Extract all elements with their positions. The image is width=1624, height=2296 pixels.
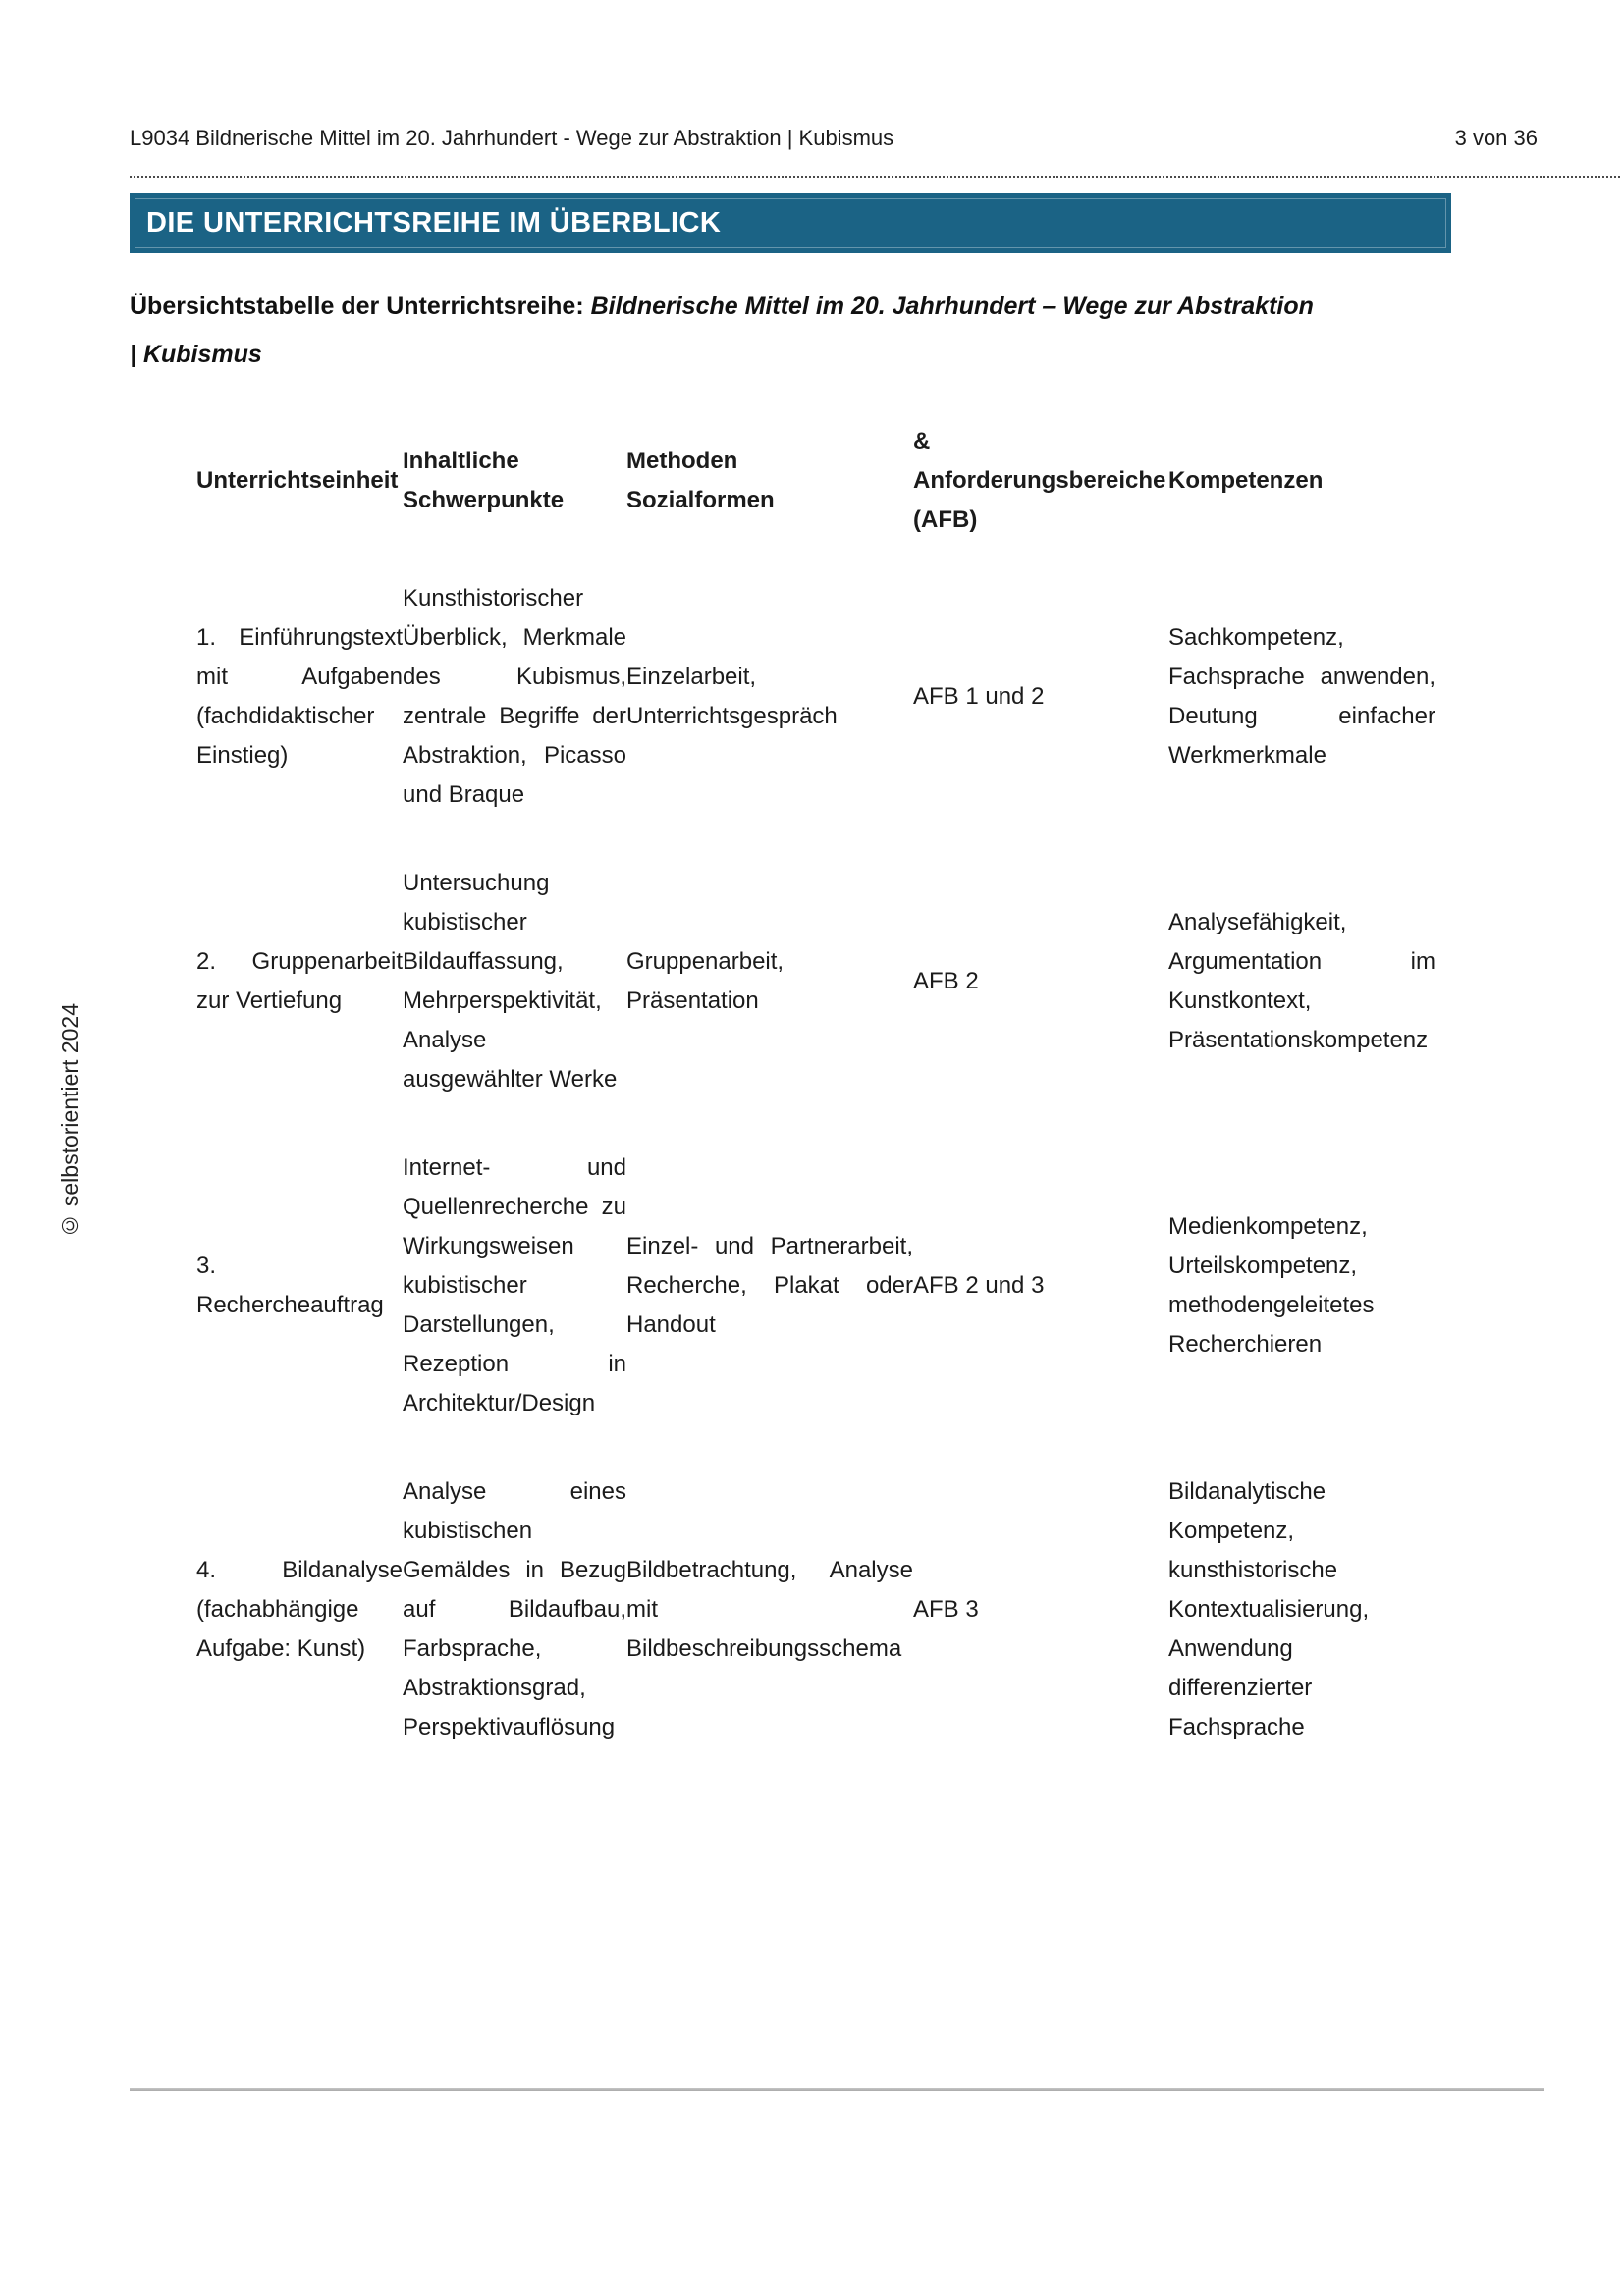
cell-afb: AFB 2 und 3 — [913, 1272, 1045, 1299]
cell-kompetenzen: Medienkompetenz, Urteilskompetenz, methodengeleitetes Recherchieren — [1168, 1213, 1375, 1358]
cell-einheit: 3. Rechercheauftrag — [196, 1253, 384, 1318]
cell-afb: AFB 3 — [913, 1596, 979, 1623]
section-banner — [130, 193, 1451, 253]
column-header-anforderungsbereiche: & Anforderungsbereiche (AFB) — [913, 428, 1166, 533]
column-header-kompetenzen: Kompetenzen — [1168, 467, 1324, 494]
cell-schwerpunkte: Kunsthistorischer Überblick, Merkmale des Kubismus, zentrale Begriffe der Abstraktion, Picasso und Braque — [403, 585, 626, 808]
cell-einheit: 1. Einführungstext mit Aufgaben (fachdidaktischer Einstieg) — [196, 624, 403, 769]
cell-kompetenzen: Analysefähigkeit, Argumentation im Kunstkontext, Präsentationskompetenz — [1168, 909, 1435, 1053]
page-number: 3 von 36 — [1454, 126, 1538, 150]
cell-schwerpunkte: Untersuchung kubistischer Bildauffassung, Mehrperspektivität, Analyse ausgewählter Werke — [403, 870, 618, 1093]
table-header-row — [196, 418, 1435, 544]
cell-einheit: 2. Gruppenarbeit zur Vertiefung — [196, 948, 403, 1014]
section-title: DIE UNTERRICHTSREIHE IM ÜBERBLICK — [146, 207, 722, 239]
cell-einheit: 4. Bildanalyse (fachabhängige Aufgabe: Kunst) — [196, 1557, 403, 1662]
intro-series-title: Bildnerische Mittel im 20. Jahrhundert – Wege zur Abstraktion — [590, 293, 1314, 320]
intro-paragraph — [130, 283, 1457, 379]
intro-lead: Übersichtstabelle der Unterrichtsreihe: — [130, 293, 584, 320]
cell-methoden: Einzel- und Partnerarbeit, Recherche, Plakat oder Handout — [626, 1233, 913, 1338]
cell-afb: AFB 2 — [913, 968, 979, 994]
header-title: L9034 Bildnerische Mittel im 20. Jahrhundert - Wege zur Abstraktion | Kubismus — [130, 126, 894, 150]
column-header-inhaltliche-schwerpunkte: Inhaltliche Schwerpunkte — [403, 448, 565, 513]
table-row-1 — [196, 565, 1435, 828]
cell-schwerpunkte: Analyse eines kubistischen Gemäldes in Bezug auf Bildaufbau, Farbsprache, Abstraktionsgrad, Perspektivauflösung — [403, 1478, 626, 1740]
header-divider-dotted — [130, 176, 1620, 178]
running-header — [130, 126, 1538, 151]
cell-methoden: Bildbetrachtung, Analyse mit Bildbeschreibungsschema — [626, 1557, 913, 1662]
cell-kompetenzen: Sachkompetenz, Fachsprache anwenden, Deutung einfacher Werkmerkmale — [1168, 624, 1435, 769]
cell-afb: AFB 1 und 2 — [913, 683, 1045, 710]
cell-schwerpunkte: Internet- und Quellenrecherche zu Wirkungsweisen kubistischer Darstellungen, Rezeption in Architektur/Design — [403, 1154, 626, 1416]
table-row-4 — [196, 1459, 1435, 1761]
table-row-3 — [196, 1135, 1435, 1437]
column-header-methoden-sozialformen: Methoden Sozialformen — [626, 448, 775, 513]
footer-divider — [130, 2088, 1544, 2091]
cell-methoden: Einzelarbeit, Unterrichtsgespräch — [626, 664, 838, 729]
table-row-2 — [196, 850, 1435, 1113]
cell-methoden: Gruppenarbeit, Präsentation — [626, 948, 785, 1014]
cell-kompetenzen: Bildanalytische Kompetenz, kunsthistorische Kontextualisierung, Anwendung differenzierter Fachsprache — [1168, 1478, 1370, 1740]
copyright-vertical-text: © selbstorientiert 2024 — [57, 1003, 82, 1239]
overview-table — [196, 397, 1435, 1783]
column-header-unterrichtseinheit: Unterrichtseinheit — [196, 467, 399, 494]
intro-series-subtitle: | Kubismus — [130, 341, 262, 368]
